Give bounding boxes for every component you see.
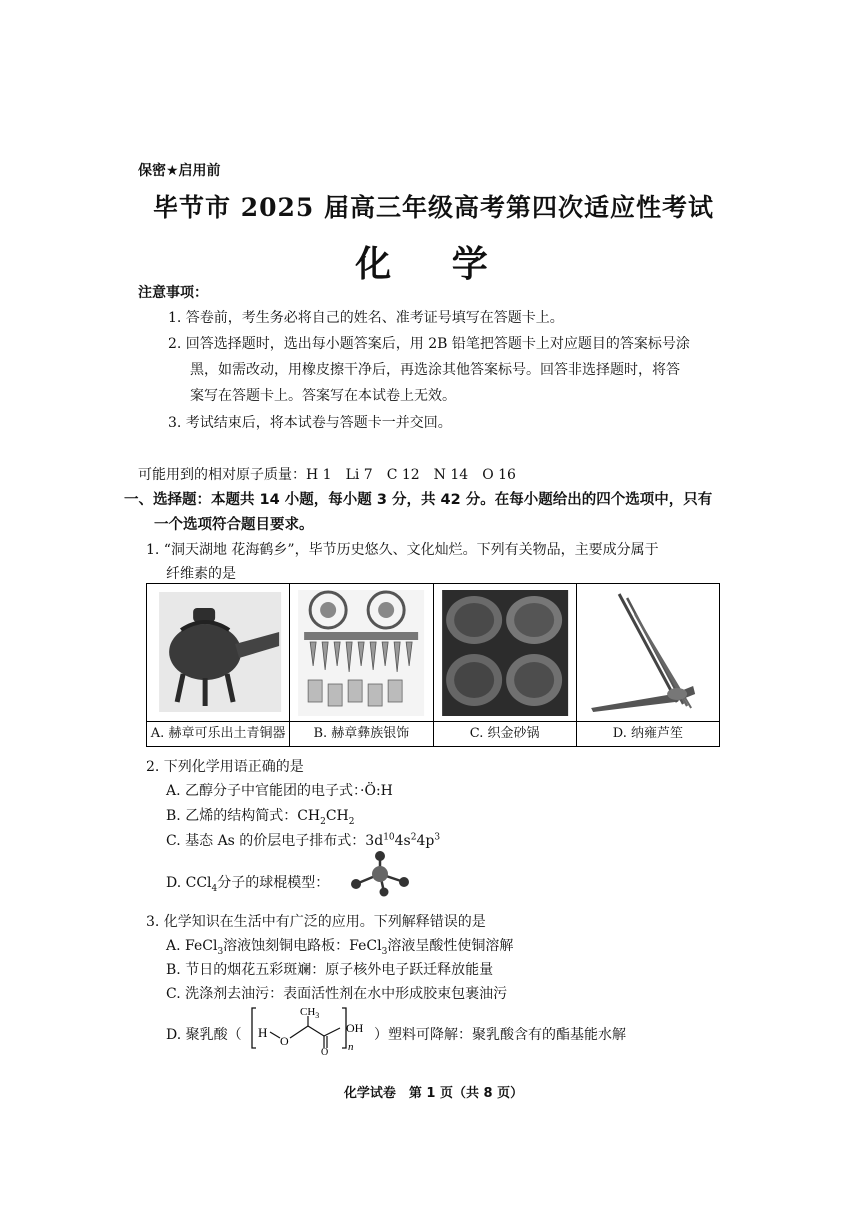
silver-ornament-image	[290, 584, 432, 722]
confidential-label: 保密★启用前	[138, 163, 221, 179]
question-3-option-d-text	[374, 1024, 626, 1044]
option-a-end: 溶液呈酸性使铜溶解	[387, 938, 514, 954]
option-cell-c	[434, 584, 577, 746]
subject-title: 化 学	[355, 243, 512, 285]
page-footer: 化学试卷 第 1 页（共 8 页）	[343, 1086, 524, 1101]
question-3-option-a	[166, 935, 513, 957]
question-2-option-a	[166, 780, 393, 800]
question-2-option-b	[166, 805, 355, 827]
notice-item-2-cont: 黑，如需改动，用橡皮擦干净后，再选涂其他答案标号。回答非选择题时，将答	[190, 362, 680, 378]
orbital: 4s	[394, 833, 411, 849]
option-d-caption: D. 纳雍芦笙	[612, 726, 683, 741]
notice-item-3: 3. 考试结束后，将本试卷与答题卡一并交回。	[168, 415, 452, 431]
notice-item-2-cont2: 案写在答题卡上。答案写在本试卷上无效。	[190, 388, 456, 404]
clay-pot-image	[434, 584, 576, 722]
atomic-masses: 可能用到的相对原子质量：H 1 Li 7 C 12 N 14 O 16	[138, 467, 516, 483]
option-c-text: C. 基态 As 的价层电子排布式：3d	[166, 833, 384, 849]
notice-item-1: 1. 答卷前，考生务必将自己的姓名、准考证号填写在答题卡上。	[168, 310, 564, 326]
orbital: 4p	[416, 833, 435, 849]
pla-oxygen: O	[280, 1034, 289, 1048]
subscript: 2	[320, 816, 326, 827]
option-a-caption: A. 赫章可乐出土青铜器	[150, 726, 286, 741]
question-2-option-d	[166, 872, 329, 894]
pla-carbonyl-o: O	[321, 1047, 329, 1056]
subscript: 3	[381, 946, 388, 957]
pla-hydroxyl: OH	[346, 1021, 364, 1035]
option-cell-b	[290, 584, 433, 746]
question-3-option-d-label: D. 聚乳酸（	[166, 1027, 242, 1043]
paren-close: ）	[374, 1027, 388, 1043]
question-1-stem-cont: 纤维素的是	[166, 566, 236, 582]
question-2-stem: 2. 下列化学用语正确的是	[146, 759, 304, 775]
question-2-option-c	[166, 830, 440, 850]
pla-hydrogen: H	[258, 1025, 268, 1040]
formula-part: CH	[325, 808, 349, 824]
superscript: 2	[410, 832, 417, 843]
section-heading-cont: 一个选项符合题目要求。	[154, 517, 314, 533]
subscript: 2	[348, 816, 355, 827]
notice-item-2: 2. 回答选择题时，选出每小题答案后，用 2B 铅笔把答题卡上对应题目的答案标号涂	[168, 336, 690, 352]
electron-formula: ·Ö:H	[360, 783, 393, 799]
option-a-mid: 溶液蚀刻铜电路板：FeCl	[223, 938, 382, 954]
subscript: 3	[217, 946, 224, 957]
question-1-image-table	[146, 583, 720, 747]
pla-n: n	[348, 1041, 354, 1053]
pla-methyl: $CH_3$	[300, 1006, 320, 1020]
question-3-option-c: C. 洗涤剂去油污：表面活性剂在水中形成胶束包裹油污	[166, 986, 508, 1002]
exam-title: 毕节市 2025 届高三年级高考第四次适应性考试	[153, 193, 714, 222]
option-a-text: A. 乙醇分子中官能团的电子式：	[166, 783, 361, 799]
question-1-stem: 1. “洞天湖地 花海鹤乡”，毕节历史悠久、文化灿烂。下列有关物品，主要成分属于	[146, 542, 659, 558]
option-d-rest: 分子的球棍模型：	[217, 875, 330, 891]
subscript: 4	[211, 883, 218, 894]
option-cell-d	[577, 584, 719, 746]
section-heading: 一、选择题：本题共 14 小题，每小题 3 分，共 42 分。在每小题给出的四个选项中，只有	[124, 492, 713, 508]
option-b-caption: B. 赫章彝族银饰	[313, 726, 410, 741]
bronze-vessel-image	[147, 584, 289, 722]
option-d-rest: 塑料可降解：聚乳酸含有的酯基能水解	[388, 1027, 626, 1043]
superscript: 3	[434, 832, 441, 843]
polylactic-acid-structure	[248, 1004, 378, 1056]
option-d-text: D. CCl	[166, 875, 212, 891]
ball-stick-model	[344, 850, 416, 898]
question-3-stem: 3. 化学知识在生活中有广泛的应用。下列解释错误的是	[146, 914, 486, 930]
reed-pipe-image	[577, 584, 719, 722]
option-cell-a	[147, 584, 290, 746]
option-b-text: B. 乙烯的结构简式：CH	[166, 808, 321, 824]
question-3-option-b: B. 节日的烟花五彩斑斓：原子核外电子跃迁释放能量	[166, 962, 494, 978]
option-a-text: A. FeCl	[166, 938, 218, 954]
option-c-caption: C. 织金砂锅	[469, 726, 540, 741]
superscript: 10	[383, 832, 395, 843]
notice-heading: 注意事项：	[138, 285, 208, 301]
